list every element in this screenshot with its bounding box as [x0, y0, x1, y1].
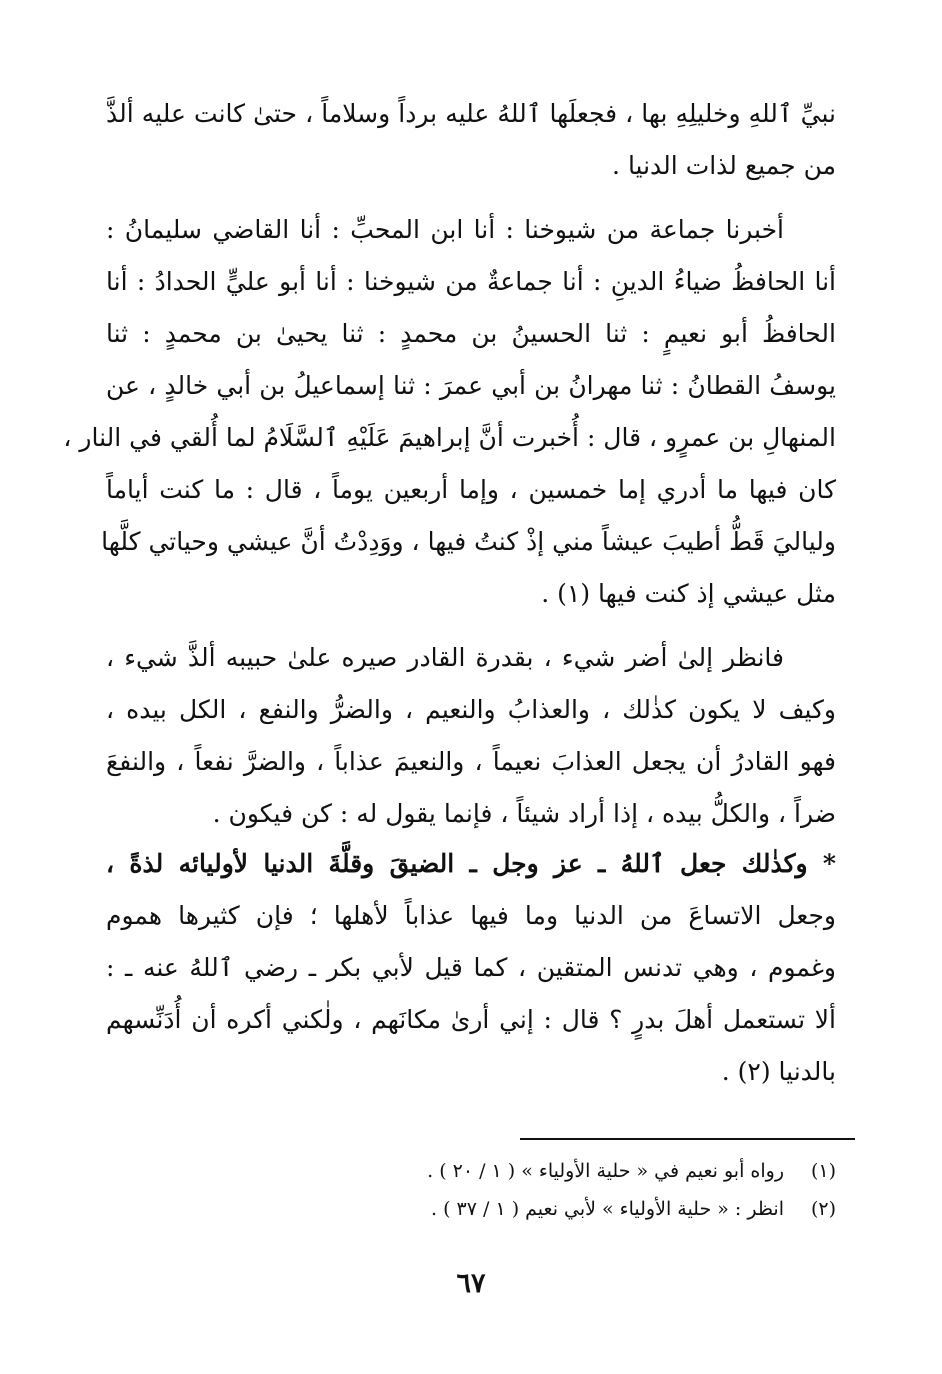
- text-line: فانظر إلىٰ أضر شيء ، بقدرة القادر صيره علىٰ حبيبه ألذَّ شيء ،: [106, 643, 784, 672]
- text-line: أنا الحافظُ ضياءُ الدينِ : أنا جماعةٌ من شيوخنا : أنا أبو عليٍّ الحدادُ : أنا: [106, 267, 836, 296]
- text-line-bold: * وكذٰلك جعل ٱللهُ ـ عز وجل ـ الضيقَ وقلَّةَ الدنيا لأوليائه لذةً ،: [106, 849, 836, 878]
- paragraph-reflection: [106, 632, 836, 840]
- text-line: مثل عيشي إذ كنت فيها (١) .: [541, 579, 836, 608]
- paragraph-continuation: [106, 88, 836, 192]
- text-line: ضراً ، والكلُّ بيده ، إذا أراد شيئاً ، فإنما يقول له : كن فيكون .: [212, 799, 836, 828]
- footnote-number: (١): [810, 1160, 836, 1182]
- text-line: الحافظُ أبو نعيمٍ : ثنا الحسينُ بن محمدٍ : ثنا يحيىٰ بن محمدٍ : ثنا: [106, 319, 836, 348]
- text-line: وكيف لا يكون كذٰلك ، والعذابُ والنعيم ، والضرُّ والنفع ، الكل بيده ،: [106, 695, 836, 724]
- footnote-text: رواه أبو نعيم في « حلية الأولياء » ( ١ / ٢٠ ) .: [427, 1160, 784, 1182]
- footnote-item: [300, 1190, 836, 1228]
- text-line: من جميع لذات الدنيا .: [612, 151, 836, 180]
- footnote-text: انظر : « حلية الأولياء » لأبي نعيم ( ١ / ٣٧ ) .: [431, 1198, 784, 1220]
- footnote-number: (٢): [810, 1198, 836, 1220]
- text-line: أخبرنا جماعة من شيوخنا : أنا ابن المحبِّ : أنا القاضي سليمانُ :: [106, 215, 784, 244]
- paragraph-section: [106, 838, 836, 1098]
- footnote-divider: [520, 1138, 855, 1140]
- text-line: نبيِّ ٱللهِ وخليلِهِ بها ، فجعلَها ٱللهُ عليه برداً وسلاماً ، حتىٰ كانت عليه ألذَّ: [106, 99, 836, 128]
- page-number: ٦٧: [456, 1268, 486, 1299]
- text-line: ولياليَ قَطُّ أطيبَ عيشاً مني إذْ كنتُ فيها ، ووَدِدْتُ أنَّ عيشي وحياتي كلَّها: [101, 527, 836, 556]
- text-line: وجعل الاتساعَ من الدنيا وما فيها عذاباً لأهلها ؛ فإن كثيرها هموم: [106, 901, 836, 930]
- text-line: كان فيها ما أدري إما خمسين ، وإما أربعين يوماً ، قال : ما كنت أياماً: [106, 475, 836, 504]
- text-line: يوسفُ القطانُ : ثنا مهرانُ بن أبي عمرَ : ثنا إسماعيلُ بن أبي خالدٍ ، عن: [106, 371, 836, 400]
- footnote-item: [300, 1152, 836, 1190]
- text-line: بالدنيا (٢) .: [721, 1057, 836, 1086]
- text-line: المنهالِ بن عمرٍو ، قال : أُخبرت أنَّ إبراهيمَ عَلَيْهِ ٱلسَّلَامُ لما أُلقي في النار ،: [63, 423, 836, 452]
- text-line: وغموم ، وهي تدنس المتقين ، كما قيل لأبي بكر ـ رضي ٱللهُ عنه ـ :: [106, 953, 836, 982]
- paragraph-hadith-chain: [63, 204, 836, 620]
- text-line: ألا تستعمل أهلَ بدرٍ ؟ قال : إني أرىٰ مكانَهم ، ولٰكني أكره أن أُدَنِّسهم: [106, 1005, 836, 1034]
- footnotes: [300, 1152, 836, 1228]
- text-line: فهو القادرُ أن يجعل العذابَ نعيماً ، والنعيمَ عذاباً ، والضرَّ نفعاً ، والنفعَ: [106, 747, 836, 776]
